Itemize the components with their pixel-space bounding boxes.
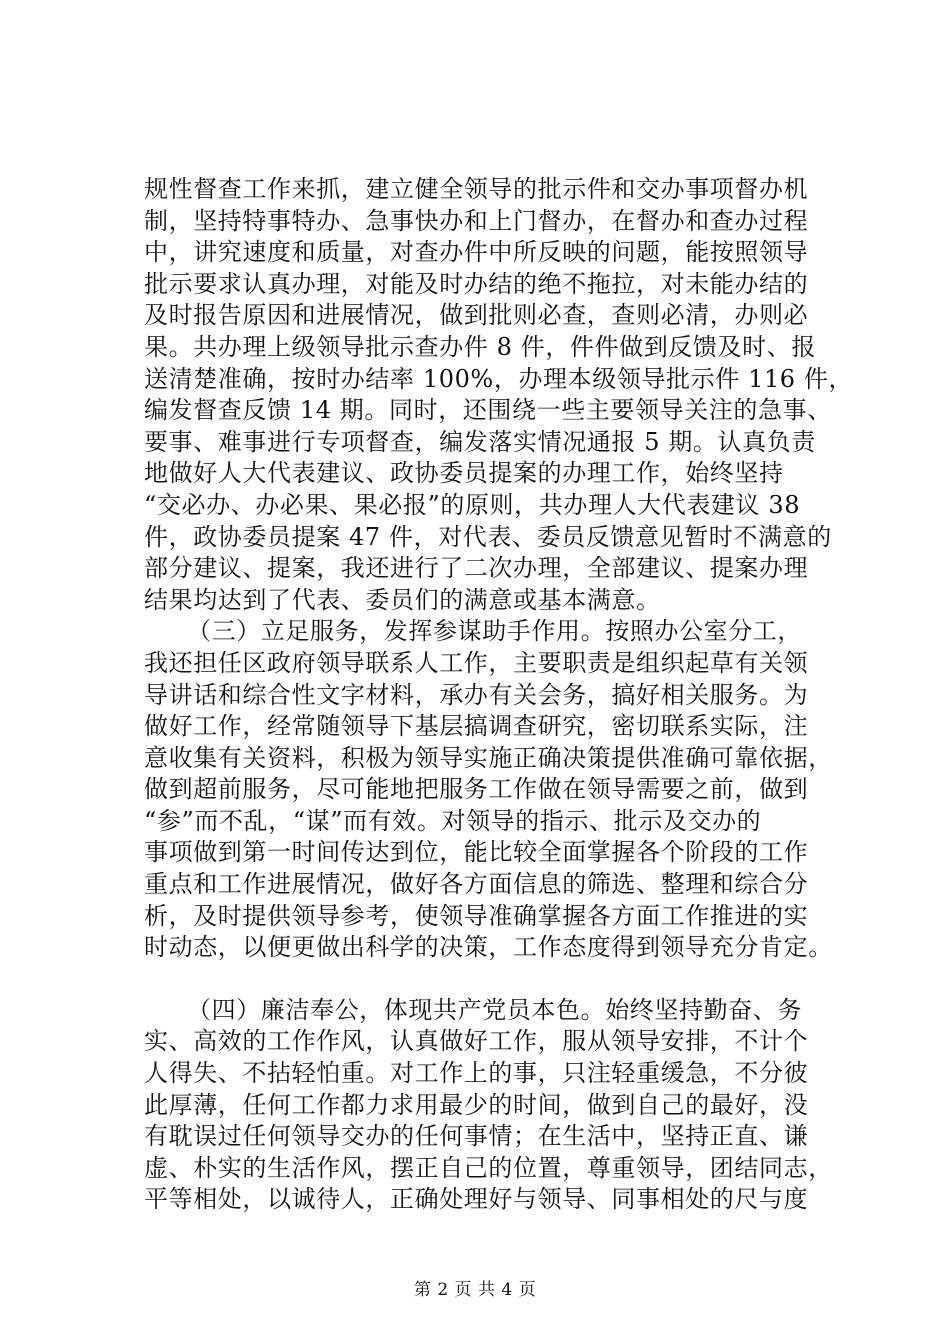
text-line: 虚、朴实的生活作风，摆正自己的位置，尊重领导，团结同志， xyxy=(144,1153,833,1182)
text-line: “参”而不乱，“谋”而有效。对领导的指示、批示及交办的 xyxy=(144,806,762,835)
page-number-footer: 第 2 页 共 4 页 xyxy=(413,1280,537,1300)
text-line: 此厚薄，任何工作都力求用最少的时间，做到自己的最好，没 xyxy=(144,1090,809,1119)
text-line: 做好工作，经常随领导下基层搞调查研究，密切联系实际，注 xyxy=(144,712,809,741)
text-line: 实、高效的工作作风，认真做好工作，服从领导安排，不计个 xyxy=(144,1027,809,1056)
text-line: 部分建议、提案，我还进行了二次办理，全部建议、提案办理 xyxy=(144,554,809,583)
text-line: “交必办、办必果、果必报”的原则，共办理人大代表建议 38 xyxy=(144,490,801,519)
text-line-first: （三）立足服务，发挥参谋助手作用。按照办公室分工， xyxy=(187,617,802,646)
text-line: 及时报告原因和进展情况，做到批则必查，查则必清，办则必 xyxy=(144,301,809,330)
paragraph-gap xyxy=(144,964,844,995)
text-line: 件，政协委员提案 47 件，对代表、委员反馈意见暂时不满意的 xyxy=(144,522,832,551)
text-line: 意收集有关资料，积极为领导实施正确决策提供准确可靠依据， xyxy=(144,743,833,772)
text-line: 结果均达到了代表、委员们的满意或基本满意。 xyxy=(144,585,661,614)
paragraph-service xyxy=(144,616,844,964)
paragraph-supervision xyxy=(144,174,854,616)
text-line: 事项做到第一时间传达到位，能比较全面掌握各个阶段的工作 xyxy=(144,838,809,867)
text-line: 有耽误过任何领导交办的任何事情；在生活中，坚持正直、谦 xyxy=(144,1122,809,1151)
text-line: 中，讲究速度和质量，对查办件中所反映的问题，能按照领导 xyxy=(144,238,809,267)
text-line: 我还担任区政府领导联系人工作，主要职责是组织起草有关领 xyxy=(144,648,809,677)
text-line: 时动态，以便更做出科学的决策，工作态度得到领导充分肯定。 xyxy=(144,933,833,962)
text-line: 批示要求认真办理，对能及时办结的绝不拖拉，对未能办结的 xyxy=(144,269,809,298)
document-body xyxy=(144,174,854,1216)
paragraph-integrity xyxy=(144,995,844,1216)
text-line: 做到超前服务，尽可能地把服务工作做在领导需要之前，做到 xyxy=(144,775,809,804)
text-line: 编发督查反馈 14 期。同时，还围绕一些主要领导关注的急事、 xyxy=(144,396,832,425)
text-line-first: （四）廉洁奉公，体现共产党员本色。始终坚持勤奋、务 xyxy=(187,995,802,1024)
text-line: 要事、难事进行专项督查，编发落实情况通报 5 期。认真负责 xyxy=(144,427,816,456)
text-line: 地做好人大代表建议、政协委员提案的办理工作，始终坚持 xyxy=(144,459,784,488)
text-line: 人得失、不拈轻怕重。对工作上的事，只注轻重缓急，不分彼 xyxy=(144,1059,809,1088)
text-line: 重点和工作进展情况，做好各方面信息的筛选、整理和综合分 xyxy=(144,870,809,899)
text-line: 析，及时提供领导参考，使领导准确掌握各方面工作推进的实 xyxy=(144,901,809,930)
text-line: 果。共办理上级领导批示查办件 8 件，件件做到反馈及时、报 xyxy=(144,332,816,361)
text-line: 送清楚准确，按时办结率 100%，办理本级领导批示件 116 件， xyxy=(144,364,854,393)
text-line: 制，坚持特事特办、急事快办和上门督办，在督办和查办过程 xyxy=(144,206,809,235)
text-line: 平等相处，以诚待人，正确处理好与领导、同事相处的尺与度 xyxy=(144,1185,809,1214)
text-line: 规性督查工作来抓，建立健全领导的批示件和交办事项督办机 xyxy=(144,175,809,203)
text-line: 导讲话和综合性文字材料，承办有关会务，搞好相关服务。为 xyxy=(144,680,809,709)
